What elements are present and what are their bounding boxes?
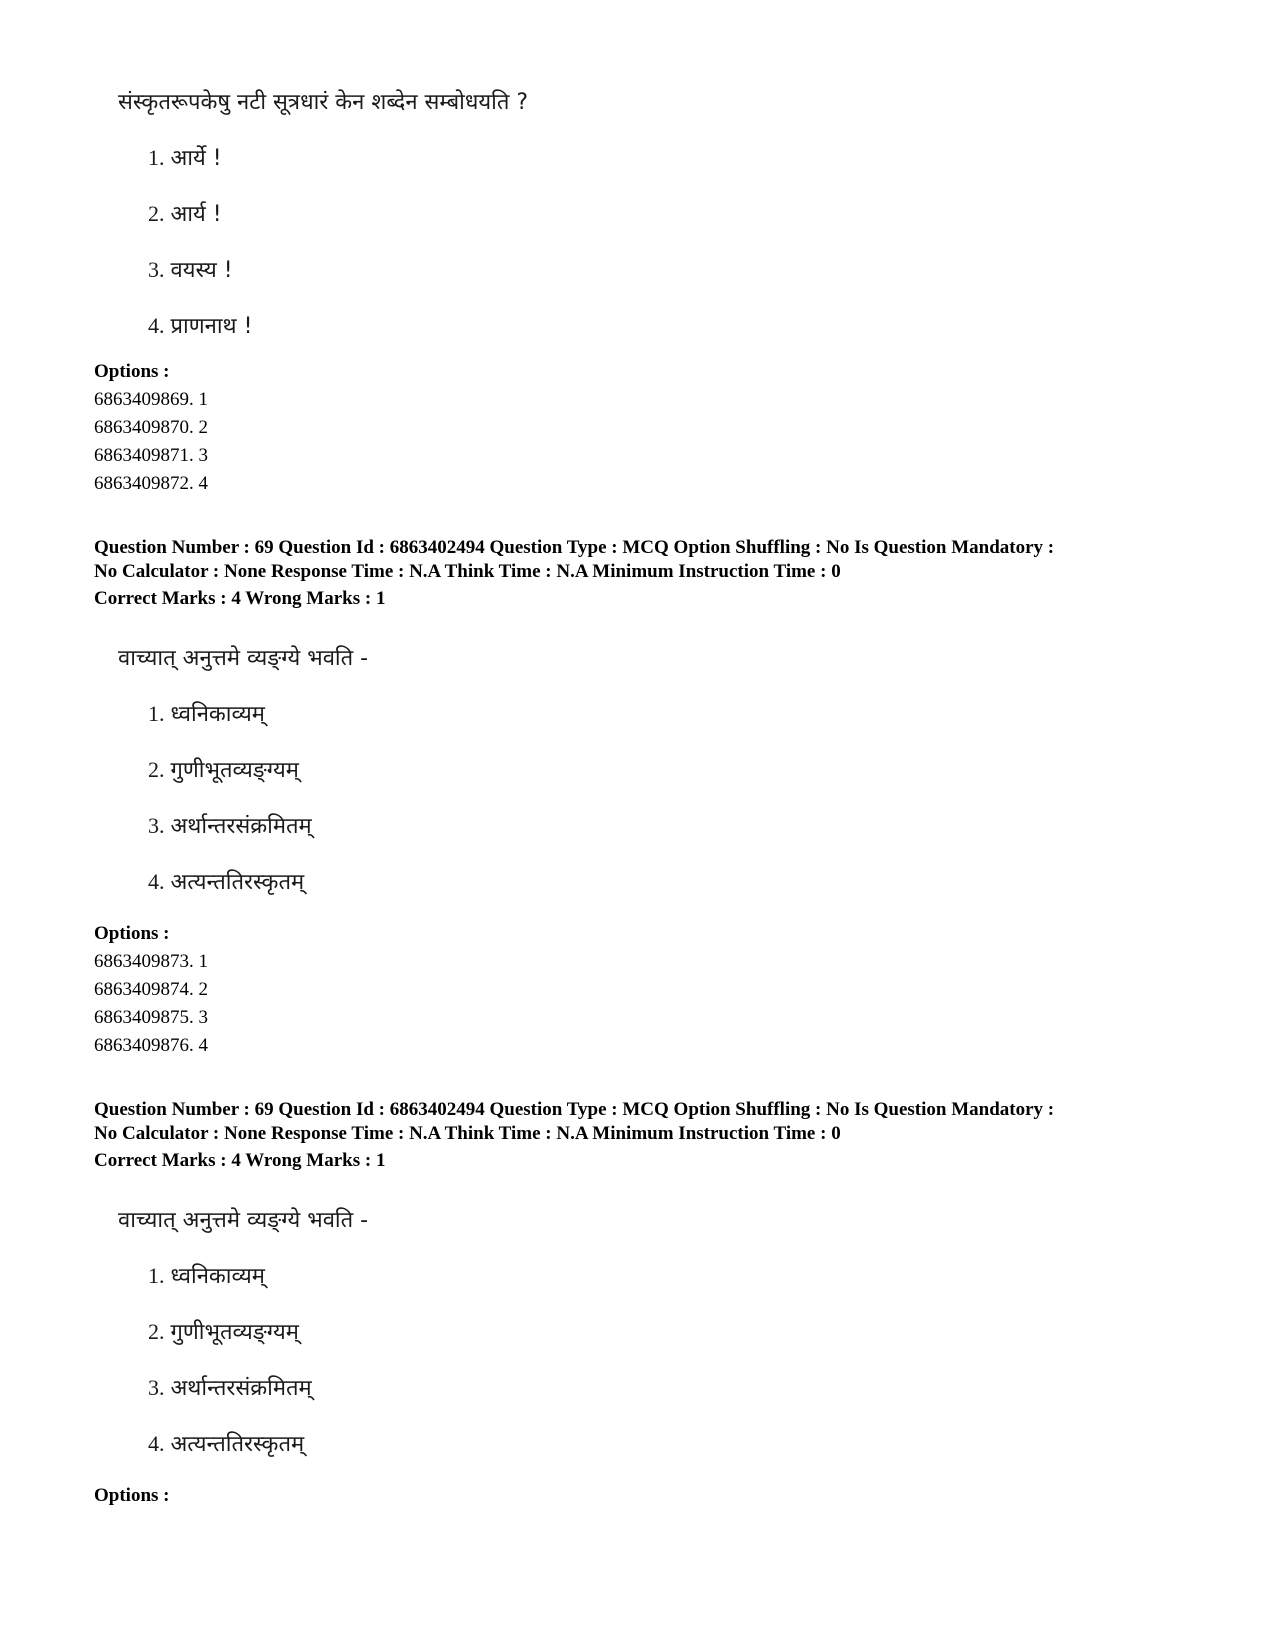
option-id-row: 6863409870. 2	[94, 417, 208, 438]
answer-choice: 3. अर्थान्तरसंक्रमितम्	[148, 1375, 312, 1401]
answer-choice: 4. अत्यन्ततिरस्कृतम्	[148, 1431, 305, 1457]
option-id-row: 6863409872. 4	[94, 473, 208, 494]
options-label: Options :	[94, 361, 170, 382]
answer-choice: 2. गुणीभूतव्यङ्ग्यम्	[148, 757, 299, 783]
question-marks: Correct Marks : 4 Wrong Marks : 1	[94, 588, 386, 609]
answer-choice: 2. गुणीभूतव्यङ्ग्यम्	[148, 1319, 299, 1345]
answer-choice: 3. वयस्य !	[148, 257, 233, 283]
option-id-row: 6863409871. 3	[94, 445, 208, 466]
answer-choice: 2. आर्य !	[148, 201, 222, 227]
question-meta-line: No Calculator : None Response Time : N.A Think Time : N.A Minimum Instruction Time : 0	[94, 561, 841, 582]
question-text: वाच्यात् अनुत्तमे व्यङ्ग्ये भवति -	[118, 646, 369, 671]
question-meta-line: Question Number : 69 Question Id : 6863402494 Question Type : MCQ Option Shuffling : No Is Question Mandatory :	[94, 537, 1055, 558]
question-meta	[94, 1098, 1054, 1173]
question-meta-line: No Calculator : None Response Time : N.A Think Time : N.A Minimum Instruction Time : 0	[94, 1123, 841, 1144]
options-label: Options :	[94, 923, 170, 944]
question-text: वाच्यात् अनुत्तमे व्यङ्ग्ये भवति -	[118, 1208, 369, 1233]
question-meta-line: Question Number : 69 Question Id : 6863402494 Question Type : MCQ Option Shuffling : No Is Question Mandatory :	[94, 1099, 1055, 1120]
option-id-row: 6863409875. 3	[94, 1007, 208, 1028]
question-marks: Correct Marks : 4 Wrong Marks : 1	[94, 1150, 386, 1171]
options-label: Options :	[94, 1485, 170, 1506]
option-id-row: 6863409874. 2	[94, 979, 208, 1000]
answer-choice: 3. अर्थान्तरसंक्रमितम्	[148, 813, 312, 839]
option-id-row: 6863409876. 4	[94, 1035, 208, 1056]
question-meta	[94, 536, 1054, 611]
answer-choice: 4. अत्यन्ततिरस्कृतम्	[148, 869, 305, 895]
question-text: संस्कृतरूपकेषु नटी सूत्रधारं केन शब्देन सम्बोधयति ?	[118, 90, 529, 115]
answer-choice: 1. ध्वनिकाव्यम्	[148, 1263, 265, 1289]
option-id-row: 6863409869. 1	[94, 389, 208, 410]
answer-choice: 1. ध्वनिकाव्यम्	[148, 701, 265, 727]
option-id-row: 6863409873. 1	[94, 951, 208, 972]
answer-choice: 1. आर्ये !	[148, 145, 222, 171]
answer-choice: 4. प्राणनाथ !	[148, 313, 253, 339]
